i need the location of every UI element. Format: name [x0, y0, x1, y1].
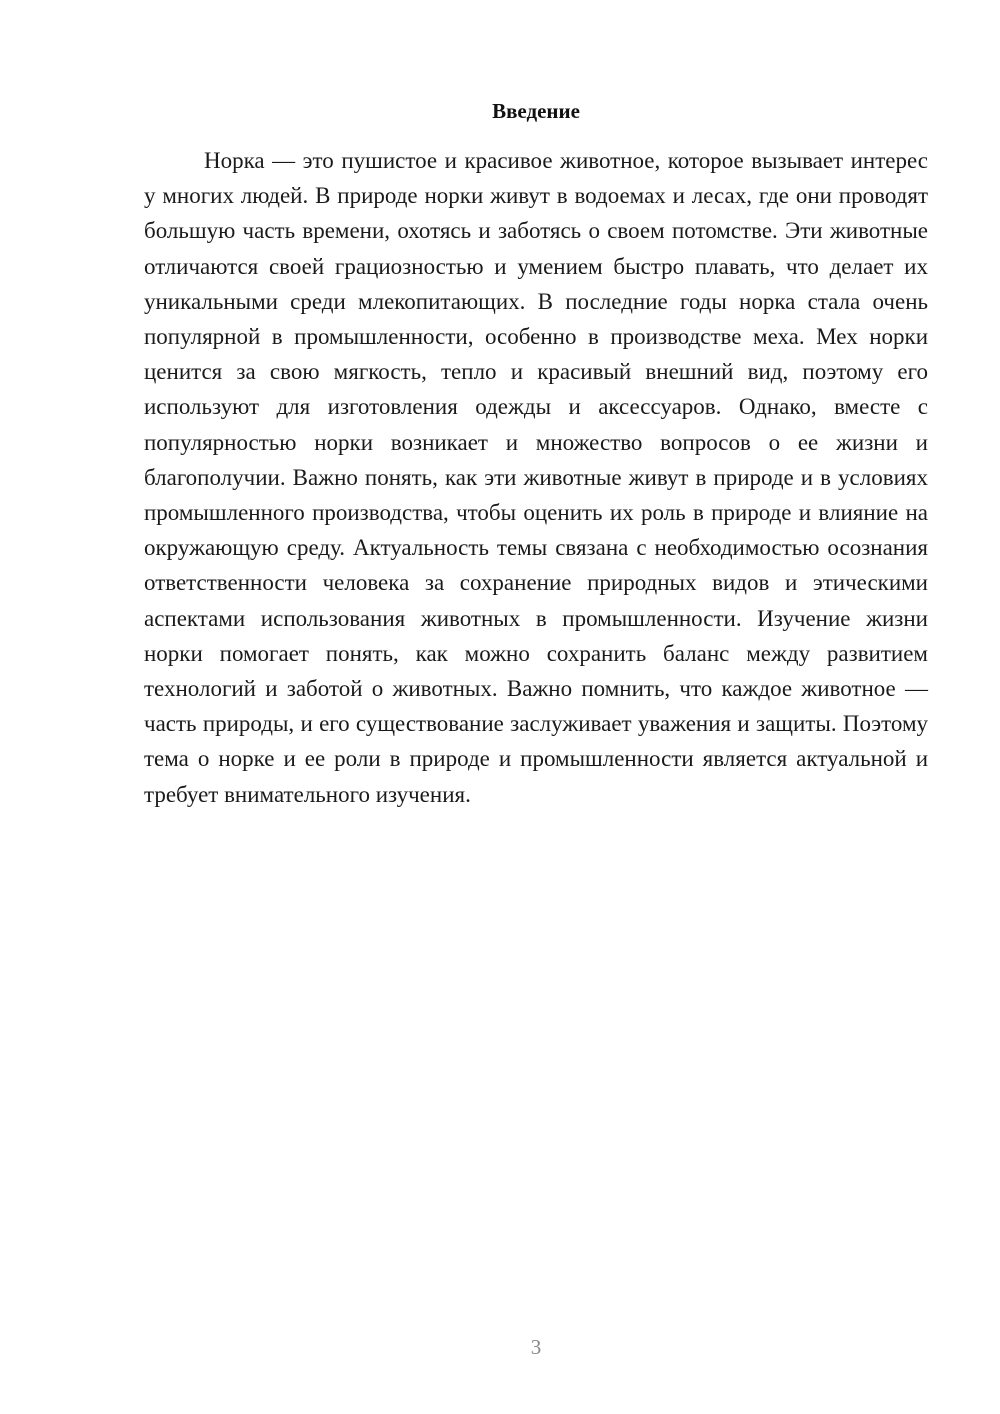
body-paragraph: Норка — это пушистое и красивое животное, которое вызывает интерес у многих людей. В природе норки живут в водоемах и лесах, где они проводят большую часть времени, охотясь и заботясь о своем потомстве. Эти животные отличаются своей грациозностью и умением быстро плавать, что делает их уникальными среди млекопитающих. В последние годы норка стала очень популярной в промышленности, особенно в производстве меха. Мех норки ценится за свою мягкость, тепло и красивый внешний вид, поэтому его используют для изготовления одежды и аксессуаров. Однако, вместе с популярностью норки возникает и множество вопросов о ее жизни и благополучии. Важно понять, как эти животные живут в природе и в условиях промышленного производства, чтобы оценить их роль в природе и влияние на окружающую среду. Актуальность темы связана с необходимостью осознания ответственности человека за сохранение природных видов и этическими аспектами использования животных в промышленности. Изучение жизни норки помогает понять, как можно сохранить баланс между развитием технологий и заботой о животных. Важно помнить, что каждое животное — часть природы, и его существование заслуживает уважения и защиты. Поэтому тема о норке и ее роли в природе и промышленности является актуальной и требует внимательного изучения.	[144, 148, 928, 807]
page-number: 3	[530, 1335, 542, 1359]
section-heading: Введение	[492, 99, 580, 123]
